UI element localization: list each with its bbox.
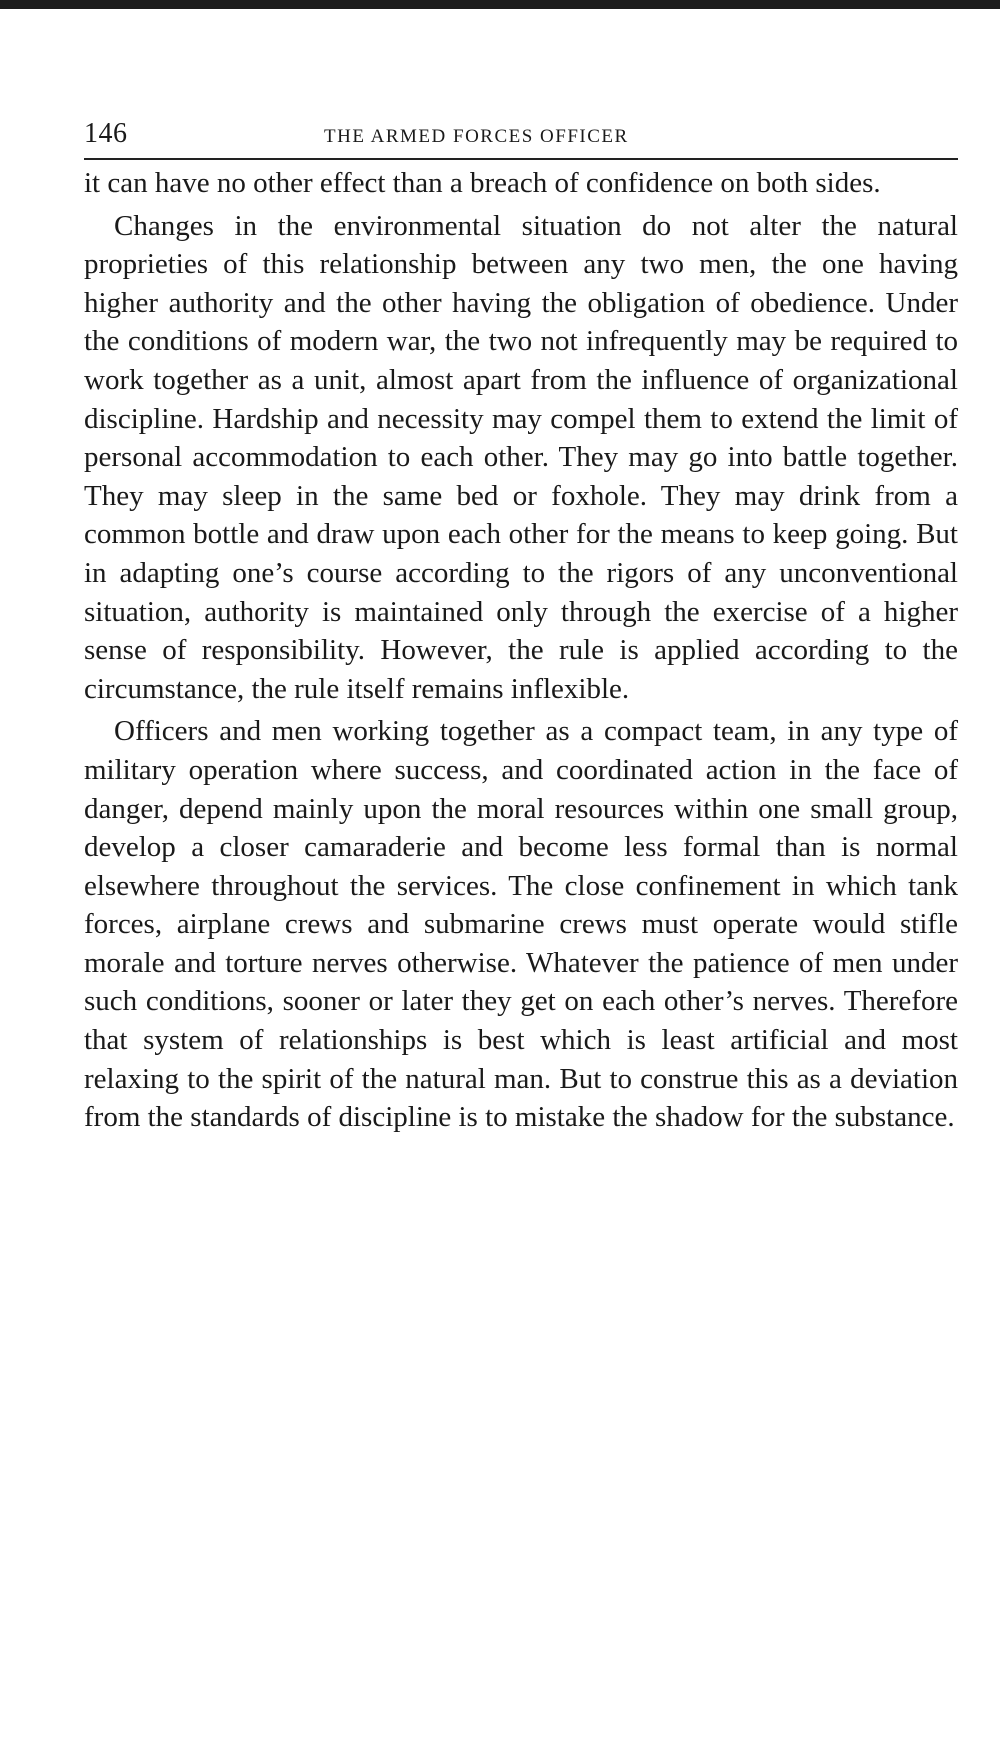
page-number: 146 [84,118,128,149]
body-text [84,164,958,1137]
book-page [84,118,958,1137]
running-head [84,118,958,160]
paragraph: Officers and men working together as a compact team, in any type of military operation where success, and coordinated action in the face of danger, depend mainly upon the moral resources within one small group, develop a closer camaraderie and become less formal than is normal elsewhere throughout the services. The close confinement in which tank forces, airplane crews and submarine crews must operate would stifle morale and torture nerves otherwise. Whatever the patience of men under such conditions, sooner or later they get on each other’s nerves. Therefore that system of relationships is best which is least artificial and most relaxing to the spirit of the natural man. But to construe this as a deviation from the standards of discipline is to mistake the shadow for the substance. [84,715,958,1134]
paragraph-continued: it can have no other effect than a breach of confidence on both sides. [84,167,881,199]
top-border-rule [0,0,1000,9]
paragraph: Changes in the environmental situation do not alter the natural proprieties of this relationship between any two men, the one having higher authority and the other having the obligation of obedience. Under the conditions of modern war, the two not infrequently may be required to work together as a unit, almost apart from the influence of organizational discipline. Hardship and necessity may compel them to extend the limit of personal accommodation to each other. They may go into battle together. They may sleep in the same bed or foxhole. They may drink from a common bottle and draw upon each other for the means to keep going. But in adapting one’s course according to the rigors of any unconventional situation, authority is maintained only through the exercise of a higher sense of responsibility. However, the rule is applied according to the circumstance, the rule itself remains inflexible. [84,209,958,705]
running-title: THE ARMED FORCES OFFICER [324,126,629,147]
